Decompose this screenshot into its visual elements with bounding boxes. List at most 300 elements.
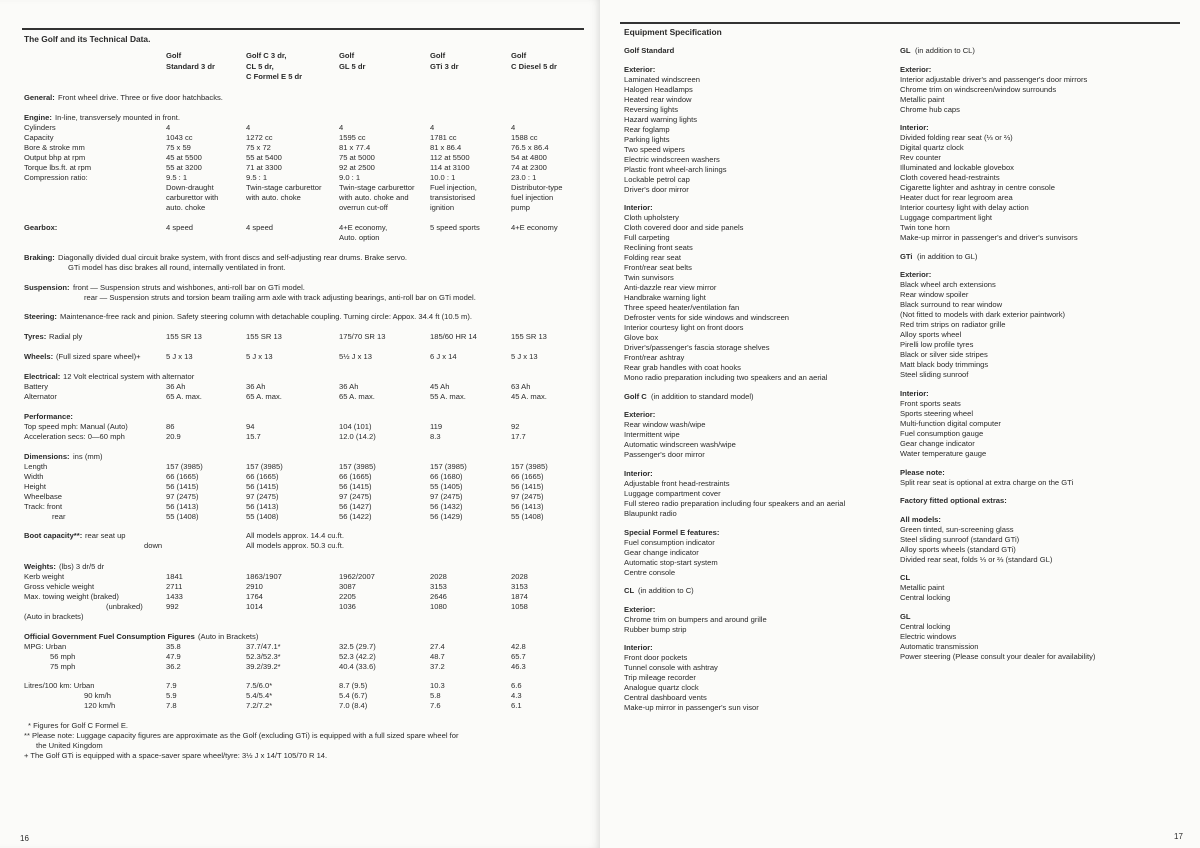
cell-value: 4 speed xyxy=(166,223,194,232)
cell-value: 9.0 : 1 xyxy=(339,172,361,182)
equipment-item: Rubber bump strip xyxy=(624,624,687,634)
equipment-item: Chrome trim on bumpers and around grille xyxy=(624,614,767,624)
cell-value: 1863/1907 xyxy=(246,572,282,581)
row-label: Width xyxy=(24,472,44,481)
cell-value: 37.7/47.1* xyxy=(246,642,281,651)
equipment-item: Black wheel arch extensions xyxy=(900,280,996,290)
equipment-item: Metallic paint xyxy=(900,583,945,593)
section-label: Weights: xyxy=(24,562,56,571)
equipment-item: Rear grab handles with coat hooks xyxy=(624,363,741,373)
cell-value: 56 (1422) xyxy=(339,512,372,521)
equipment-item: Multi-function digital computer xyxy=(900,419,1001,428)
cell-value: 10.0 : 1 xyxy=(430,172,456,182)
cell-value: 75 x 59 xyxy=(166,142,191,152)
section-label: Tyres: xyxy=(24,332,47,341)
model-heading: CL xyxy=(624,586,635,596)
cell-value: 9.5 : 1 xyxy=(246,172,268,182)
equipment-item: Front door pockets xyxy=(624,653,688,663)
equipment-item: Hazard warning lights xyxy=(624,114,698,124)
cell-value: 76.5 x 86.4 xyxy=(511,142,549,152)
cell-value: 4 xyxy=(430,122,435,132)
section-text: (Full sized spare wheel)+ xyxy=(56,352,141,361)
equipment-item: Rear foglamp xyxy=(624,124,670,134)
row-label: MPG: Urban xyxy=(24,642,67,651)
section-text: ins (mm) xyxy=(73,452,103,461)
cell-value: 4 xyxy=(166,122,171,132)
equipment-item: Laminated windscreen xyxy=(624,74,700,84)
cell-value: 12.0 (14.2) xyxy=(339,432,376,441)
equipment-item: Analogue quartz clock xyxy=(624,683,699,693)
section-text: (lbs) 3 dr/5 dr xyxy=(59,562,105,571)
cell-value: 155 SR 13 xyxy=(166,332,202,341)
cell-value: 86 xyxy=(166,422,175,431)
right-page xyxy=(600,0,1200,848)
cell-value: Fuel injection, xyxy=(430,183,477,192)
cell-value: 42.8 xyxy=(511,642,526,651)
model-heading: GL xyxy=(900,46,911,55)
equipment-item: Interior adjustable driver's and passenger's door mirrors xyxy=(900,74,1088,84)
equipment-item: Red trim strips on radiator grille xyxy=(900,320,1006,330)
cell-value: 52.3/52.3* xyxy=(246,652,281,661)
top-rule xyxy=(22,28,584,30)
cell-value: 36 Ah xyxy=(246,382,266,391)
model-subheading: (in addition to GL) xyxy=(917,251,978,261)
cell-value: 5.4 (6.7) xyxy=(339,691,368,700)
equipment-item: Split rear seat is optional at extra charge on the GTi xyxy=(900,477,1074,487)
section-text: (Auto in brackets) xyxy=(24,612,84,621)
equipment-item: Black or silver side stripes xyxy=(900,350,988,360)
cell-value: 56 (1415) xyxy=(511,482,544,491)
cell-value: 7.0 (8.4) xyxy=(339,701,368,710)
cell-value: 66 (1665) xyxy=(339,472,372,481)
equipment-item: Plastic front wheel-arch linings xyxy=(624,164,727,174)
cell-value: 97 (2475) xyxy=(166,492,199,501)
section-text: Front wheel drive. Three or five door hatchbacks. xyxy=(58,93,223,102)
model-header: GL 5 dr xyxy=(339,61,366,71)
cell-value: 5.4/5.4* xyxy=(246,691,273,700)
cell-value: 3153 xyxy=(430,582,447,591)
equipment-item: Rear window spoiler xyxy=(900,290,969,300)
equipment-item: Heated rear window xyxy=(624,94,692,104)
equipment-item: Luggage compartment light xyxy=(900,213,993,223)
equipment-item: Sports steering wheel xyxy=(900,409,974,418)
cell-value: 1036 xyxy=(339,602,356,611)
row-label: Bore & stroke mm xyxy=(24,142,85,152)
equipment-item: Central locking xyxy=(900,622,951,631)
equipment-item: Make-up mirror in passenger's sun visor xyxy=(624,703,759,713)
row-label: Capacity xyxy=(24,132,54,142)
equipment-item: Fuel consumption gauge xyxy=(900,429,984,438)
row-label: Alternator xyxy=(24,392,57,401)
model-header: Standard 3 dr xyxy=(166,61,215,71)
cell-value: pump xyxy=(511,203,530,212)
cell-value: 1588 cc xyxy=(511,132,538,142)
cell-value: 992 xyxy=(166,602,179,611)
section-label: Suspension: xyxy=(24,283,70,292)
cell-value: 94 xyxy=(246,422,255,431)
cell-value: overrun cut-off xyxy=(339,203,388,212)
equipment-item: Full stereo radio preparation including four speakers and an aerial xyxy=(624,499,846,508)
row-label: Top speed mph: Manual (Auto) xyxy=(24,422,128,431)
footnote: the United Kingdom xyxy=(36,741,103,750)
cell-value: 1014 xyxy=(246,602,263,611)
equipment-item: Alloy sports wheels (standard GTi) xyxy=(900,544,1016,554)
section-label: General: xyxy=(24,93,55,102)
cell-value: 1781 cc xyxy=(430,132,457,142)
cell-value: 36 Ah xyxy=(339,382,359,391)
section-heading: Please note: xyxy=(900,467,945,477)
equipment-item: Rear window wash/wipe xyxy=(624,420,706,430)
cell-value: ignition xyxy=(430,203,455,212)
cell-value: 2205 xyxy=(339,592,356,601)
equipment-item: Illuminated and lockable glovebox xyxy=(900,163,1014,173)
cell-value: 40.4 (33.6) xyxy=(339,662,376,671)
model-subheading: (in addition to CL) xyxy=(915,46,975,55)
row-label: rear xyxy=(52,512,66,521)
cell-value: 1433 xyxy=(166,592,183,601)
row-label: Max. towing weight (braked) xyxy=(24,592,119,601)
equipment-item: Digital quartz clock xyxy=(900,143,964,153)
equipment-item: Cloth upholstery xyxy=(624,213,679,223)
section-label: Wheels: xyxy=(24,352,54,361)
section-text: front — Suspension struts and wishbones, anti-roll bar on GTi model. xyxy=(73,283,305,292)
equipment-item: Chrome trim on windscreen/window surrounds xyxy=(900,84,1057,94)
cell-value: 155 SR 13 xyxy=(511,332,547,341)
cell-value: 56 (1415) xyxy=(166,482,199,491)
section-heading: Exterior: xyxy=(900,270,932,280)
equipment-item: Pirelli low profile tyres xyxy=(900,340,974,350)
cell-value: 185/60 HR 14 xyxy=(430,332,477,341)
equipment-item: Electric windows xyxy=(900,632,957,641)
model-header: Golf xyxy=(511,51,527,60)
cell-value: 55 (1408) xyxy=(166,512,199,521)
cell-value: 4 speed xyxy=(246,223,274,232)
cell-value: 157 (3985) xyxy=(511,462,548,471)
cell-value: 39.2/39.2* xyxy=(246,662,281,671)
model-header: Golf xyxy=(339,51,355,60)
model-header: Golf xyxy=(430,51,446,60)
cell-value: 17.7 xyxy=(511,432,526,441)
row-label: Battery xyxy=(24,382,49,391)
cell-value: 66 (1665) xyxy=(246,472,279,481)
section-label: Dimensions: xyxy=(24,452,70,461)
row-label: Length xyxy=(24,462,48,471)
cell-value: 4+E economy xyxy=(511,223,558,232)
cell-value: 56 (1413) xyxy=(511,502,544,511)
cell-value: 55 A. max. xyxy=(430,392,466,401)
cell-value: 48.7 xyxy=(430,652,445,661)
section-label: Engine: xyxy=(24,113,52,122)
cell-value: 81 x 86.4 xyxy=(430,142,462,152)
equipment-item: Central dashboard vents xyxy=(624,693,707,703)
equipment-item: Automatic windscreen wash/wipe xyxy=(624,440,736,450)
equipment-item: Handbrake warning light xyxy=(624,293,706,303)
cell-value: fuel injection xyxy=(511,193,554,202)
cell-value: 157 (3985) xyxy=(430,462,467,471)
model-header: Golf C 3 dr, xyxy=(246,51,287,60)
row-label: 75 mph xyxy=(50,662,76,671)
cell-value: 2910 xyxy=(246,582,263,591)
top-rule xyxy=(620,22,1180,24)
equipment-item: Alloy sports wheel xyxy=(900,330,962,340)
cell-value: 92 at 2500 xyxy=(339,162,375,172)
cell-value: 2028 xyxy=(511,572,528,581)
model-header: GTi 3 dr xyxy=(430,61,459,71)
section-text: Diagonally divided dual circuit brake system, with front discs and self-adjusting rear drums. Brake servo. xyxy=(58,253,408,262)
cell-value: 97 (2475) xyxy=(339,492,372,501)
equipment-item: Tunnel console with ashtray xyxy=(624,663,718,673)
equipment-item: Electric windscreen washers xyxy=(624,154,720,164)
equipment-item: Reversing lights xyxy=(624,104,679,114)
equipment-item: Defroster vents for side windows and windscreen xyxy=(624,313,790,323)
equipment-item: Interior courtesy light on front doors xyxy=(624,323,744,333)
cell-value: 119 xyxy=(430,422,443,431)
model-header: C Formel E 5 dr xyxy=(246,72,303,81)
cell-value: 4+E economy, xyxy=(339,223,388,232)
cell-value: 55 at 3200 xyxy=(166,162,202,172)
equipment-item: Water temperature gauge xyxy=(900,449,987,458)
cell-value: 2028 xyxy=(430,572,447,581)
cell-value: 74 at 2300 xyxy=(511,162,547,172)
cell-value: 5 J x 13 xyxy=(511,352,538,361)
cell-value: 36.2 xyxy=(166,662,181,671)
section-heading: All models: xyxy=(900,514,941,524)
row-label: Wheelbase xyxy=(24,492,62,501)
model-header: Golf xyxy=(166,51,182,60)
equipment-item: Centre console xyxy=(624,567,676,577)
section-label: Performance: xyxy=(24,412,73,421)
equipment-item: Driver's/passenger's fascia storage shelves xyxy=(624,343,770,353)
cell-value: 3153 xyxy=(511,582,528,591)
section-label: Official Government Fuel Consumption Figures xyxy=(24,632,195,641)
cell-value: 97 (2475) xyxy=(246,492,279,501)
cell-value: 55 (1405) xyxy=(430,482,463,491)
equipment-item: Automatic transmission xyxy=(900,642,979,651)
model-heading: Golf Standard xyxy=(624,46,675,55)
cell-value: 7.2/7.2* xyxy=(246,701,273,710)
cell-value: 3087 xyxy=(339,582,356,591)
cell-value: 5.9 xyxy=(166,691,177,700)
cell-value: 20.9 xyxy=(166,432,181,441)
cell-value: 6.6 xyxy=(511,681,522,690)
equipment-item: Three speed heater/ventilation fan xyxy=(624,303,740,313)
cell-value: 45 at 5500 xyxy=(166,152,202,162)
page-number: 16 xyxy=(20,834,29,843)
equipment-item: Rev counter xyxy=(900,153,941,163)
cell-value: 46.3 xyxy=(511,662,526,671)
footnote: + The Golf GTi is equipped with a space-saver spare wheel/tyre: 3½ J x 14/T 105/70 R 14. xyxy=(24,751,328,760)
cell-value: 36 Ah xyxy=(166,382,186,391)
section-text: rear — Suspension struts and torsion beam trailing arm axle with track adjusting bearings, anti-roll bar on GTi model. xyxy=(84,292,476,302)
page-title: The Golf and its Technical Data. xyxy=(24,34,151,44)
equipment-item: Steel sliding sunroof (standard GTi) xyxy=(900,534,1020,544)
cell-value: 7.8 xyxy=(166,701,177,710)
cell-value: 75 at 5000 xyxy=(339,152,375,162)
section-heading: Exterior: xyxy=(624,410,656,420)
equipment-item: Reclining front seats xyxy=(624,243,693,253)
cell-value: transistorised xyxy=(430,193,476,202)
equipment-item: Heater duct for rear legroom area xyxy=(900,193,1013,203)
row-label: Cylinders xyxy=(24,122,56,132)
cell-value: 112 at 5500 xyxy=(430,152,470,162)
section-text: GTi model has disc brakes all round, internally ventilated in front. xyxy=(68,263,286,272)
cell-value: 5.8 xyxy=(430,691,441,700)
model-heading: Golf C xyxy=(624,391,647,401)
cell-value: 8.3 xyxy=(430,432,441,441)
cell-value: 92 xyxy=(511,422,520,431)
equipment-item: Cloth covered door and side panels xyxy=(624,223,744,233)
equipment-item: Chrome hub caps xyxy=(900,104,960,114)
model-header: CL 5 dr, xyxy=(246,61,274,71)
row-label: Height xyxy=(24,482,46,491)
row-label: Output bhp at rpm xyxy=(24,152,86,162)
cell-value: 1272 cc xyxy=(246,132,273,142)
cell-value: 23.0 : 1 xyxy=(511,172,537,182)
cell-value: 7.6 xyxy=(430,701,441,710)
equipment-item: Divided folding rear seat (⅓ or ⅔) xyxy=(900,133,1013,143)
cell-value: 104 (101) xyxy=(339,422,372,431)
model-header: C Diesel 5 dr xyxy=(511,61,558,71)
section-heading: Exterior: xyxy=(624,64,656,74)
cell-value: 4 xyxy=(339,122,344,132)
row-label: Acceleration secs: 0—60 mph xyxy=(24,432,125,441)
section-heading: Exterior: xyxy=(900,64,932,74)
row-label: (unbraked) xyxy=(106,602,143,611)
section-heading: Special Formel E features: xyxy=(624,527,720,537)
equipment-item: Matt black body trimmings xyxy=(900,360,989,370)
section-heading: Exterior: xyxy=(624,604,656,614)
cell-value: 45 Ah xyxy=(430,382,450,391)
cell-value: 6 J x 14 xyxy=(430,352,457,361)
equipment-item: Cloth covered head-restraints xyxy=(900,173,1000,183)
cell-value: 155 SR 13 xyxy=(246,332,282,341)
section-text: In-line, transversely mounted in front. xyxy=(55,113,180,122)
cell-value: 10.3 xyxy=(430,681,445,690)
cell-value: 56 (1415) xyxy=(246,482,279,491)
cell-value: 65 A. max. xyxy=(339,392,375,401)
equipment-item: (Not fitted to models with dark exterior paintwork) xyxy=(900,310,1066,320)
equipment-item: Automatic stop-start system xyxy=(624,557,718,567)
section-label: Electrical: xyxy=(24,372,61,381)
section-heading: CL xyxy=(900,573,911,583)
cell-value: 32.5 (29.7) xyxy=(339,642,376,651)
footnote: ** Please note: Luggage capacity figures are approximate as the Golf (excluding GTi) is equipped with a full sized spare wheel for xyxy=(24,731,459,740)
cell-value: 56 (1415) xyxy=(339,482,372,491)
section-text: rear seat up xyxy=(85,531,126,540)
section-heading: Interior: xyxy=(624,469,653,478)
row-label: Torque lbs.ft. at rpm xyxy=(24,162,92,172)
model-subheading: (in addition to C) xyxy=(638,586,694,596)
cell-value: Twin-stage carburettor xyxy=(246,183,322,192)
footnote: * Figures for Golf C Formel E. xyxy=(28,721,129,730)
equipment-item: Cigarette lighter and ashtray in centre console xyxy=(900,183,1055,193)
cell-value: 97 (2475) xyxy=(430,492,463,501)
equipment-item: Power steering (Please consult your dealer for availability) xyxy=(900,652,1096,661)
equipment-item: Fuel consumption indicator xyxy=(624,537,715,547)
row-label: Kerb weight xyxy=(24,572,65,581)
section-label: Braking: xyxy=(24,253,55,262)
row-label: 56 mph xyxy=(50,652,76,661)
cell-value: auto. choke xyxy=(166,203,206,212)
cell-value: 63 Ah xyxy=(511,382,531,391)
cell-value: 157 (3985) xyxy=(339,462,376,471)
cell-value: 27.4 xyxy=(430,642,445,651)
cell-value: 66 (1665) xyxy=(511,472,544,481)
cell-value: 5 speed sports xyxy=(430,223,480,232)
cell-value: 7.9 xyxy=(166,681,177,690)
cell-value: 65 A. max. xyxy=(166,392,202,401)
equipment-item: Anti-dazzle rear view mirror xyxy=(624,283,717,293)
cell-value: 55 (1408) xyxy=(511,512,544,521)
cell-value: 6.1 xyxy=(511,701,522,710)
equipment-item: Twin tone horn xyxy=(900,223,950,233)
cell-value: 65 A. max. xyxy=(246,392,282,401)
cell-value: 1043 cc xyxy=(166,132,193,142)
section-text: (Auto in Brackets) xyxy=(198,632,259,641)
equipment-item: Divided rear seat, folds ⅓ or ⅔ (standard GL) xyxy=(900,554,1053,564)
equipment-item: Twin sunvisors xyxy=(624,273,674,283)
cell-value: 65.7 xyxy=(511,652,526,661)
cell-value: 1841 xyxy=(166,572,183,581)
section-heading: Interior: xyxy=(900,389,929,398)
section-heading: Interior: xyxy=(900,123,929,133)
equipment-item: Folding rear seat xyxy=(624,253,681,263)
equipment-item: Mono radio preparation including two speakers and an aerial xyxy=(624,373,828,383)
cell-value: 5 J x 13 xyxy=(246,352,273,361)
cell-value: 54 at 4800 xyxy=(511,152,547,162)
cell-value: 55 at 5400 xyxy=(246,152,282,162)
equipment-item: Full carpeting xyxy=(624,233,670,243)
section-text: 12 Volt electrical system with alternator xyxy=(63,372,195,381)
cell-value: Auto. option xyxy=(339,233,380,242)
row-label: Track: front xyxy=(24,502,63,511)
equipment-item: Metallic paint xyxy=(900,94,945,104)
section-label: Gearbox: xyxy=(24,223,58,232)
equipment-item: Make-up mirror in passenger's and driver's sunvisors xyxy=(900,233,1078,243)
section-heading: Interior: xyxy=(624,643,653,653)
cell-value: 5 J x 13 xyxy=(166,352,193,361)
row-label: 90 km/h xyxy=(84,691,112,700)
row-label: Compression ratio: xyxy=(24,172,88,182)
cell-value: 52.3 (42.2) xyxy=(339,652,376,661)
section-label: Steering: xyxy=(24,312,57,321)
cell-value: 157 (3985) xyxy=(246,462,283,471)
equipment-item: Front/rear ashtray xyxy=(624,353,685,363)
cell-value: 1874 xyxy=(511,592,528,601)
cell-value: 2646 xyxy=(430,592,447,601)
equipment-item: Intermittent wipe xyxy=(624,430,680,440)
cell-value: 97 (2475) xyxy=(511,492,544,501)
equipment-item: Two speed wipers xyxy=(624,144,685,154)
cell-value: All models approx. 50.3 cu.ft. xyxy=(246,541,344,550)
cell-value: 71 at 3300 xyxy=(246,162,282,172)
section-text: Radial ply xyxy=(49,332,83,341)
cell-value: with auto. choke xyxy=(246,193,301,202)
equipment-item: Passenger's door mirror xyxy=(624,450,705,460)
cell-value: Down-draught xyxy=(166,183,214,192)
cell-value: 81 x 77.4 xyxy=(339,142,371,152)
cell-value: 2711 xyxy=(166,582,183,591)
equipment-item: Front/rear seat belts xyxy=(624,263,692,273)
cell-value: 15.7 xyxy=(246,432,261,441)
cell-value: 56 (1432) xyxy=(430,502,463,511)
equipment-item: Luggage compartment cover xyxy=(624,489,721,498)
cell-value: carburettor with xyxy=(166,193,219,202)
cell-value: 56 (1427) xyxy=(339,502,372,511)
page-title: Equipment Specification xyxy=(624,27,722,37)
equipment-item: Trip mileage recorder xyxy=(624,673,696,683)
row-label: 120 km/h xyxy=(84,701,116,710)
